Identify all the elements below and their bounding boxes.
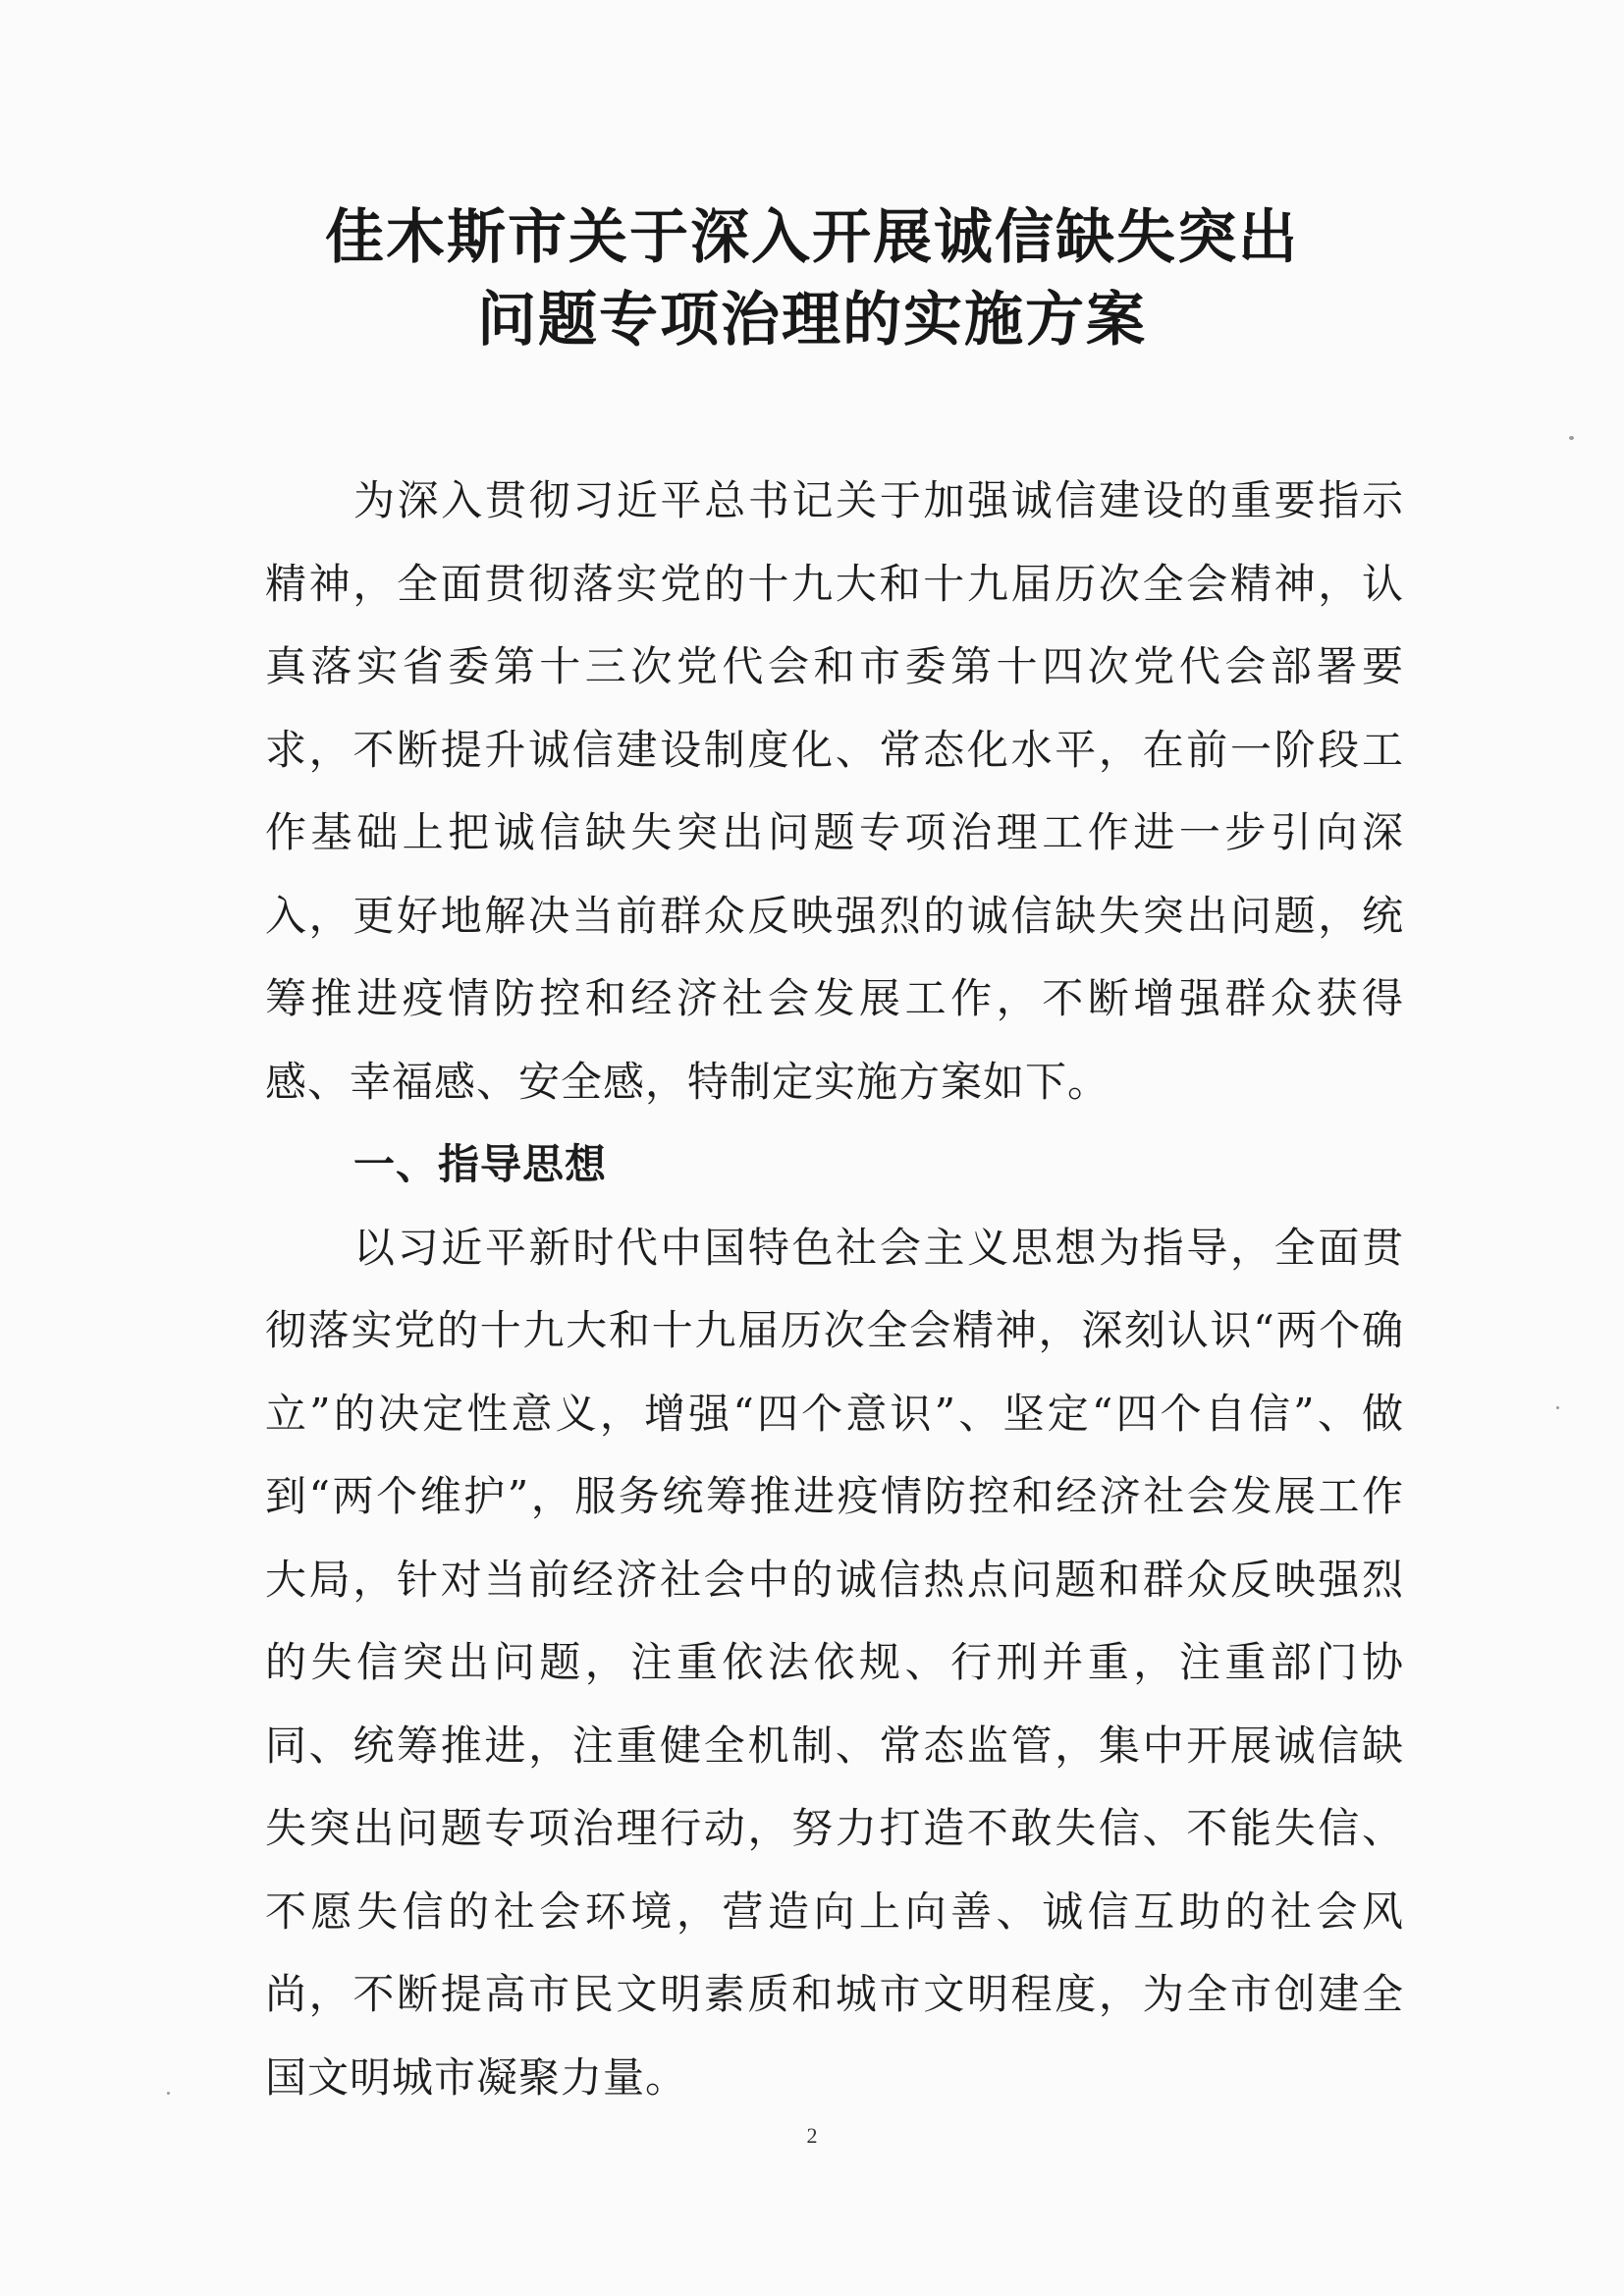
document-body <box>265 460 1404 2119</box>
scan-speck <box>167 2092 170 2095</box>
document-title-line-2: 问题专项治理的实施方案 <box>477 286 1147 355</box>
page-number: 2 <box>806 2123 818 2148</box>
intro-paragraph: 为深入贯彻习近平总书记关于加强诚信建设的重要指示精神，全面贯彻落实党的十九大和十九届历次全会精神，认真落实省委第十三次党代会和市委第十四次党代会部署要求，不断提升诚信建设制度化、常态化水平，在前一阶段工作基础上把诚信缺失突出问题专项治理工作进一步引向深入，更好地解决当前群众反映强烈的诚信缺失突出问题，统筹推进疫情防控和经济社会发展工作，不断增强群众获得感、幸福感、安全感，特制定实施方案如下。 <box>265 476 1404 1106</box>
guiding-ideology-paragraph: 以习近平新时代中国特色社会主义思想为指导，全面贯彻落实党的十九大和十九届历次全会精神，深刻认识“两个确立”的决定性意义，增强“四个意识”、坚定“四个自信”、做到“两个维护”，服务统筹推进疫情防控和经济社会发展工作大局，针对当前经济社会中的诚信热点问题和群众反映强烈的失信突出问题，注重依法依规、行刑并重，注重部门协同、统筹推进，注重健全机制、常态监管，集中开展诚信缺失突出问题专项治理行动，努力打造不敢失信、不能失信、不愿失信的社会环境，营造向上向善、诚信互助的社会风尚，不断提高市民文明素质和城市文明程度，为全市创建全国文明城市凝聚力量。 <box>265 1223 1404 2102</box>
section-heading-guiding-ideology: 一、指导思想 <box>353 1140 608 1188</box>
scan-speck <box>1569 436 1574 440</box>
scan-speck <box>1556 1406 1559 1409</box>
document-title-line-1: 佳木斯市关于深入开展诚信缺失突出 <box>325 203 1299 272</box>
